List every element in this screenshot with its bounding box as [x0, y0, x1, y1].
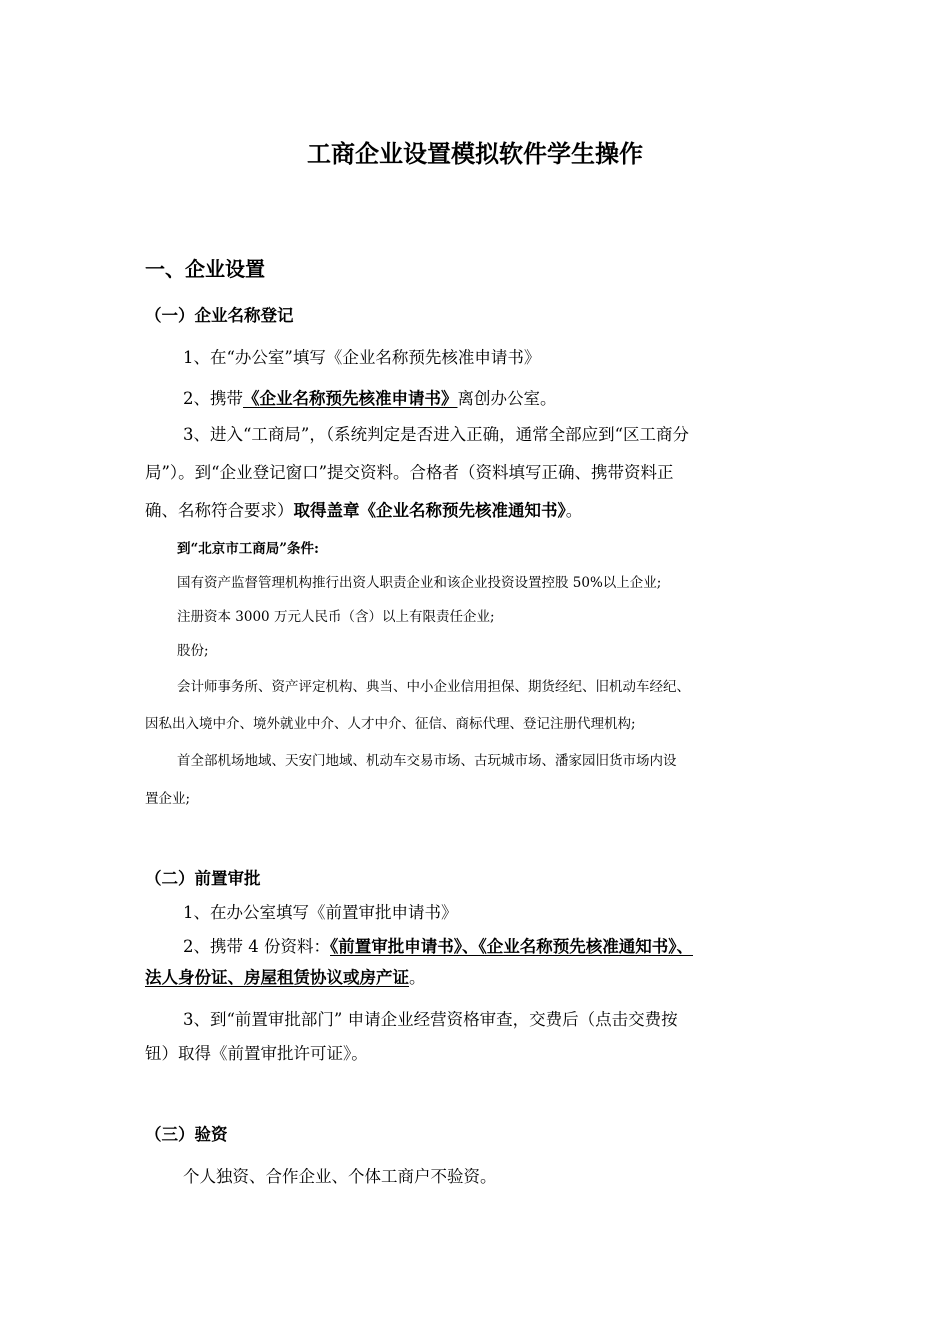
step-3-line-2: 局”）。到“企业登记窗口”提交资料。合格者（资料填写正确、携带资料正	[145, 463, 674, 482]
step-1-text: 1、在“办公室”填写《企业名称预先核准申请书》	[183, 348, 541, 367]
step-2-prefix: 2、携带	[183, 389, 243, 408]
condition-5-line-1: 首全部机场地域、天安门地域、机动车交易市场、古玩城市场、潘家园旧货市场内设	[177, 753, 677, 769]
condition-title: 到“北京市工商局”条件:	[177, 541, 320, 557]
condition-3: 股份;	[177, 643, 209, 659]
step-2-document: 《企业名称预先核准申请书》	[243, 389, 458, 408]
pre-approval-step-2-line-2	[145, 964, 426, 988]
pre-approval-documents-line-1: 《前置审批申请书》、《企业名称预先核准通知书》、	[330, 937, 693, 956]
pre-approval-step-3-line-2: 钮）取得《前置审批许可证》。	[145, 1044, 368, 1063]
condition-5-line-2: 置企业;	[145, 791, 191, 807]
subsection-heading-capital-verification: （三）验资	[145, 1125, 228, 1144]
step-3-line-3	[145, 497, 582, 521]
step-3-line-3-bold: 取得盖章《企业名称预先核准通知书》	[293, 501, 566, 520]
subsection-heading-name-registration: （一）企业名称登记	[145, 306, 294, 325]
step-3-line-3-prefix: 确、名称符合要求）	[145, 501, 294, 520]
document-title: 工商企业设置模拟软件学生操作	[307, 140, 643, 168]
pre-approval-step-2-line-1	[183, 933, 693, 957]
step-3-line-3-suffix: 。	[565, 501, 583, 520]
step-2-text	[183, 385, 557, 409]
pre-approval-step-3-line-1: 3、到“前置审批部门” 申请企业经营资格审查，交费后（点击交费按	[183, 1010, 678, 1029]
capital-verification-text: 个人独资、合作企业、个体工商户不验资。	[183, 1167, 497, 1186]
condition-1: 国有资产监督管理机构推行出资人职责企业和该企业投资设置控股 50%以上企业;	[177, 575, 662, 591]
subsection-heading-pre-approval: （二）前置审批	[145, 869, 261, 888]
pre-approval-step-2-prefix: 2、携带 4 份资料：	[183, 937, 330, 956]
step-3-line-1: 3、进入“工商局”，（系统判定是否进入正确，通常全部应到“区工商分	[183, 425, 690, 444]
pre-approval-step-2-suffix: 。	[409, 968, 426, 987]
pre-approval-documents-line-2: 法人身份证、房屋租赁协议或房产证	[145, 968, 409, 987]
step-2-suffix: 离创办公室。	[457, 389, 557, 408]
condition-4-line-2: 因私出入境中介、境外就业中介、人才中介、征信、商标代理、登记注册代理机构;	[145, 716, 636, 732]
section-heading: 一、企业设置	[145, 257, 265, 281]
condition-2: 注册资本 3000 万元人民币（含）以上有限责任企业;	[177, 609, 495, 625]
pre-approval-step-1: 1、在办公室填写《前置审批申请书》	[183, 903, 458, 922]
condition-4-line-1: 会计师事务所、资产评定机构、典当、中小企业信用担保、期货经纪、旧机动车经纪、	[177, 679, 690, 695]
